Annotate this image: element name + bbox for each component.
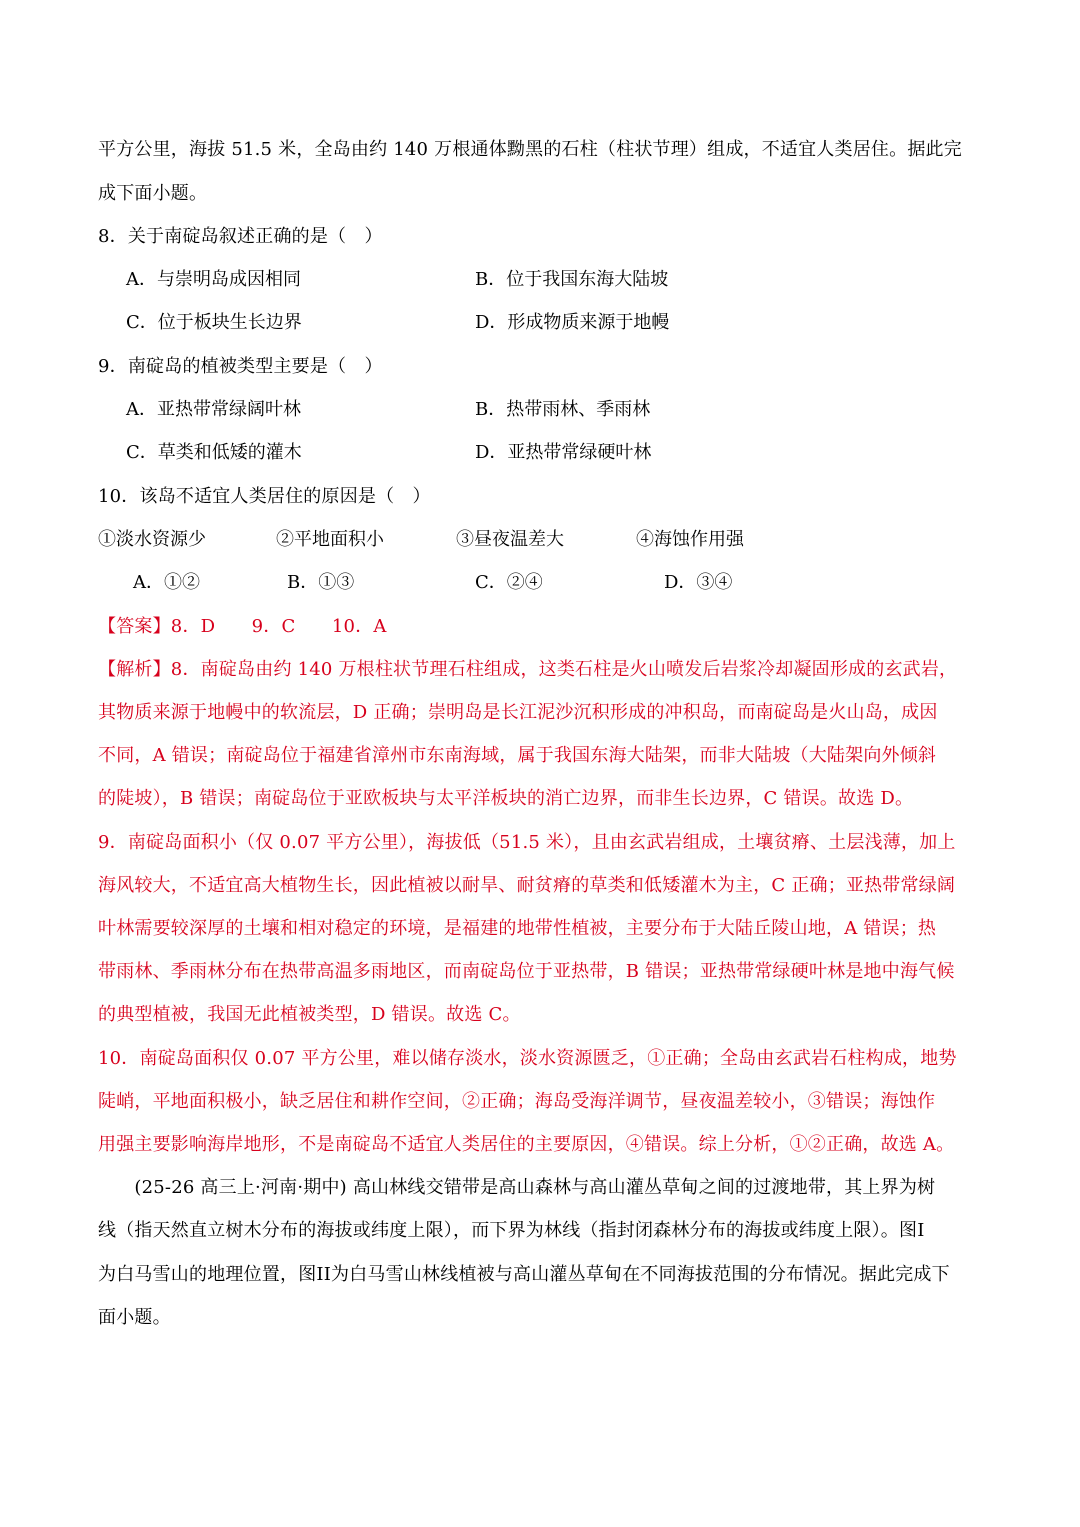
question-8-option-d: D．形成物质来源于地幔: [475, 312, 670, 333]
question-10-item-3: ③昼夜温差大: [456, 529, 564, 550]
analysis-line-9: 的典型植被，我国无此植被类型，D 错误。故选 C。: [98, 1004, 521, 1025]
question-9-option-c: C．草类和低矮的灌木: [126, 442, 302, 463]
analysis-line-5: 9．南碇岛面积小（仅 0.07 平方公里），海拔低（51.5 米），且由玄武岩组成，土壤贫瘠、土层浅薄，加上: [98, 832, 956, 853]
analysis-line-10: 10．南碇岛面积仅 0.07 平方公里，难以储存淡水，淡水资源匮乏，①正确；全岛由玄武岩石柱构成，地势: [98, 1048, 957, 1069]
question-8-option-a: A．与崇明岛成因相同: [126, 269, 301, 290]
next-intro-line-1: (25-26 高三上·河南·期中) 高山林线交错带是高山森林与高山灌丛草甸之间的过渡地带，其上界为树: [98, 1177, 936, 1198]
analysis-line-1: 【解析】8．南碇岛由约 140 万根柱状节理石柱组成，这类石柱是火山喷发后岩浆冷却凝固形成的玄武岩，: [98, 659, 958, 680]
analysis-line-8: 带雨林、季雨林分布在热带高温多雨地区，而南碇岛位于亚热带，B 错误；亚热带常绿硬叶林是地中海气候: [98, 961, 955, 982]
question-10-option-c: C．②④: [475, 572, 543, 593]
next-intro-line-3: 为白马雪山的地理位置，图II为白马雪山林线植被与高山灌丛草甸在不同海拔范围的分布情况。据此完成下: [98, 1264, 950, 1285]
question-10-option-b: B．①③: [287, 572, 355, 593]
question-9-stem: 9．南碇岛的植被类型主要是（ ）: [98, 356, 383, 377]
analysis-line-7: 叶林需要较深厚的土壤和相对稳定的环境，是福建的地带性植被，主要分布于大陆丘陵山地，A 错误；热: [98, 918, 937, 939]
question-10-item-1: ①淡水资源少: [98, 529, 206, 550]
analysis-line-3: 不同，A 错误；南碇岛位于福建省漳州市东南海域，属于我国东海大陆架，而非大陆坡（大陆架向外倾斜: [98, 745, 937, 766]
intro-line-2: 成下面小题。: [98, 183, 208, 204]
next-intro-line-2: 线（指天然直立树木分布的海拔或纬度上限），而下界为林线（指封闭森林分布的海拔或纬度上限）。图I: [98, 1220, 925, 1241]
next-intro-line-4: 面小题。: [98, 1307, 171, 1328]
question-10-item-2: ②平地面积小: [276, 529, 384, 550]
analysis-line-2: 其物质来源于地幔中的软流层，D 正确；崇明岛是长江泥沙沉积形成的冲积岛，而南碇岛是火山岛，成因: [98, 702, 938, 723]
question-10-item-4: ④海蚀作用强: [636, 529, 744, 550]
answer-line: 【答案】8．D 9．C 10．A: [98, 616, 387, 637]
analysis-line-12: 用强主要影响海岸地形，不是南碇岛不适宜人类居住的主要原因，④错误。综上分析，①②正确，故选 A。: [98, 1134, 955, 1155]
intro-line-1: 平方公里，海拔 51.5 米，全岛由约 140 万根通体黝黑的石柱（柱状节理）组成，不适宜人类居住。据此完: [98, 139, 962, 160]
question-9-option-a: A．亚热带常绿阔叶林: [126, 399, 301, 420]
question-9-option-d: D．亚热带常绿硬叶林: [475, 442, 652, 463]
analysis-line-4: 的陡坡），B 错误；南碇岛位于亚欧板块与太平洋板块的消亡边界，而非生长边界，C 错误。故选 D。: [98, 788, 914, 809]
question-9-option-b: B．热带雨林、季雨林: [475, 399, 651, 420]
analysis-line-11: 陡峭，平地面积极小，缺乏居住和耕作空间，②正确；海岛受海洋调节，昼夜温差较小，③错误；海蚀作: [98, 1091, 936, 1112]
question-10-option-a: A．①②: [133, 572, 200, 593]
question-8-option-c: C．位于板块生长边界: [126, 312, 302, 333]
question-8-stem: 8．关于南碇岛叙述正确的是（ ）: [98, 226, 383, 247]
analysis-line-6: 海风较大，不适宜高大植物生长，因此植被以耐旱、耐贫瘠的草类和低矮灌木为主，C 正确；亚热带常绿阔: [98, 875, 956, 896]
question-10-option-d: D．③④: [664, 572, 733, 593]
question-8-option-b: B．位于我国东海大陆坡: [475, 269, 669, 290]
question-10-stem: 10．该岛不适宜人类居住的原因是（ ）: [98, 486, 431, 507]
